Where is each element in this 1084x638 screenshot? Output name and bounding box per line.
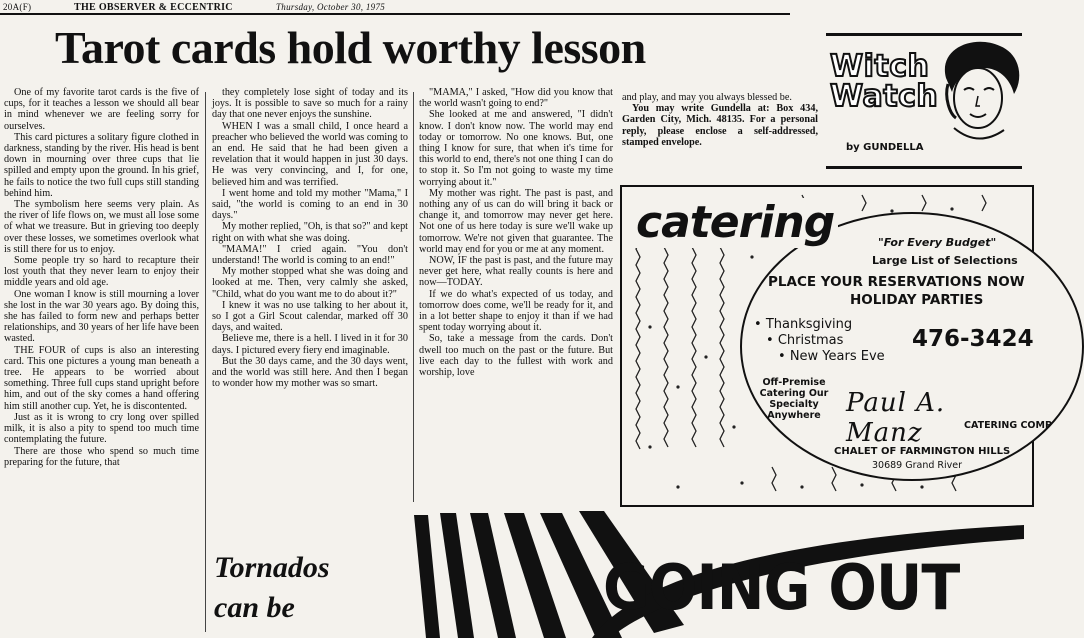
paragraph: This card pictures a solitary figure clothed in darkness, standing by the river. His head is bent down in mourning over three cups that lie spilled and empty upon the ground. In his grief, he fails to notice the two full cups still standing behind him.	[4, 131, 199, 199]
paragraph: If we do what's expected of us today, and tomorrow does come, we'll be ready for it, and in a lot better shape to enjoy it than if we had spent today worrying about it.	[419, 288, 613, 334]
headline: Tarot cards hold worthy lesson	[55, 22, 646, 73]
folio-date: Thursday, October 30, 1975	[276, 2, 386, 12]
paragraph: There are those who spend so much time preparing for the future, that	[4, 445, 199, 468]
paragraph: Believe me, there is a hell. I lived in it for 30 days. I pictured every fiery end imaginable.	[212, 333, 408, 356]
list-item: • Thanksgiving	[754, 317, 853, 332]
subhead-tornados	[214, 548, 404, 628]
list-item: • Christmas	[766, 333, 844, 348]
paragraph: One woman I know is still mourning a lover she lost in the war 30 years ago. By doing this, she has failed to form new and perhaps better relationships, and 30 years of her life have been wasted.	[4, 288, 199, 345]
paragraph: WHEN I was a small child, I once heard a preacher who believed the world was coming to an end. He said that he had been given a revelation that it would happen in just 30 days. He was very convincing, and I, for one, believed him and was terrified.	[212, 120, 408, 188]
paragraph: She looked at me and answered, "I didn't know. I don't know now. The world may end today or tomorrow. No one knows. But, one thing I know for sure, that when it's time for this world to end, there's not one thing I can do to stop it. So I'm not going to waste my time worrying about it."	[419, 109, 613, 188]
witch-watch-byline: by GUNDELLA	[846, 142, 924, 153]
paragraph: NOW, IF the past is past, and the future may never get here, what really counts is here and now—TODAY.	[419, 255, 613, 289]
top-rule	[0, 13, 790, 15]
columnist-portrait	[934, 38, 1022, 146]
ad-reservations: PLACE YOUR RESERVATIONS NOW	[768, 274, 1025, 290]
ad-selections: Large List of Selections	[872, 254, 1018, 267]
ad-holiday: HOLIDAY PARTIES	[850, 292, 984, 308]
folio-page: 20A(F)	[3, 2, 32, 12]
ad-address: 30689 Grand River	[872, 460, 963, 471]
ad-off-premise-line: Off-Premise	[762, 377, 826, 388]
ad-signature: Paul A. Manz	[846, 388, 946, 448]
article-column-3	[419, 87, 613, 497]
paragraph: The symbolism here seems very plain. As the river of life flows on, we must all lose some of what we treasure. But in grieving too deeply over these losses, we sometimes overlook what is still there for us to enjoy.	[4, 199, 199, 255]
paragraph: and play, and may you always blessed be.	[622, 92, 792, 103]
paragraph: "MAMA," I asked, "How did you know that the world wasn't going to end?"	[419, 87, 613, 110]
paragraph: Just as it is wrong to cry long over spilled milk, it is also a pity to spend too much time contemplating the future.	[4, 411, 199, 446]
paragraph: I knew it was no use talking to her about it, so I got a Girl Scout calendar, marked off 30 days, and waited.	[212, 299, 408, 334]
paragraph: "MAMA!" I cried again. "You don't understand! The world is coming to an end!"	[212, 243, 408, 267]
paragraph: But the 30 days came, and the 30 days went, and the world was still here. And then I began to wonder how my mother was so smart.	[212, 355, 408, 390]
paragraph: My mother stopped what she was doing and looked at me. Then, very calmly she asked, "Child, what do you want me to do about it?"	[212, 266, 408, 300]
ad-off-premise	[754, 377, 834, 421]
paragraph: My mother was right. The past is past, and nothing any of us can do will bring it back or change it, and tomorrow may never get here. Not one of us here today is sure we'll wake up tomorrow. We're not given that guarantee. The world may end for you or me at any moment.	[419, 187, 613, 255]
ad-off-premise-line: Catering Our	[759, 388, 829, 399]
paragraph: I went home and told my mother "Mama," I said, "the world is coming to an end in 30 days."	[212, 187, 408, 222]
subhead-line: can be	[214, 591, 295, 624]
paragraph: So, take a message from the cards. Don't dwell too much on the past or the future. But live each day to the fullest with work and worship, love	[419, 333, 613, 379]
subhead-line: Tornados	[214, 551, 330, 584]
ad-off-premise-line: Specialty	[769, 399, 819, 410]
witch-watch-title-line: Witch	[830, 49, 930, 84]
ad-off-premise-line: Anywhere	[767, 410, 821, 421]
folio-paper-name: THE OBSERVER & ECCENTRIC	[74, 2, 233, 13]
going-out-banner: GOING OUT	[603, 551, 960, 624]
ad-chalet: CHALET OF FARMINGTON HILLS	[834, 446, 1011, 457]
paragraph: Some people try so hard to recapture their lost youth that they never learn to enjoy their middle years and old age.	[4, 255, 199, 289]
list-item: • New Years Eve	[778, 349, 885, 364]
ad-phone: 476-3424	[912, 326, 1034, 352]
article-column-2	[212, 87, 408, 532]
ad-budget: "For Every Budget"	[878, 236, 997, 249]
ad-bullet-list	[754, 317, 885, 365]
column-rule	[205, 92, 206, 632]
witch-watch-title-line: Watch	[830, 79, 939, 114]
ad-catering-co: CATERING COMP	[964, 420, 1052, 431]
article-column-1	[4, 87, 199, 635]
catering-logo-text: catering	[632, 198, 838, 248]
paragraph: My mother replied, "Oh, is that so?" and kept right on with what she was doing.	[212, 221, 408, 244]
contact-paragraph: You may write Gundella at: Box 434, Garden City, Mich. 48135. For a personal reply, please enclose a self-addressed, stamped envelope.	[622, 103, 818, 148]
column-rule	[413, 92, 414, 502]
paragraph: THE FOUR of cups is also an interesting card. This one pictures a young man beneath a tree. He appears to be worried about something. Three full cups stand upright before him, and out of the sky comes a hand offering him still another cup. Yet, he is discontented.	[4, 344, 199, 412]
paragraph: One of my favorite tarot cards is the five of cups, for it teaches a lesson we should all bear in mind whenever we are feeling sorry for ourselves.	[4, 87, 199, 132]
paragraph: they completely lose sight of today and its joys. It is possible to save so much for a rainy day that one never enjoys the sunshine.	[212, 87, 408, 121]
article-column-4	[622, 92, 818, 182]
